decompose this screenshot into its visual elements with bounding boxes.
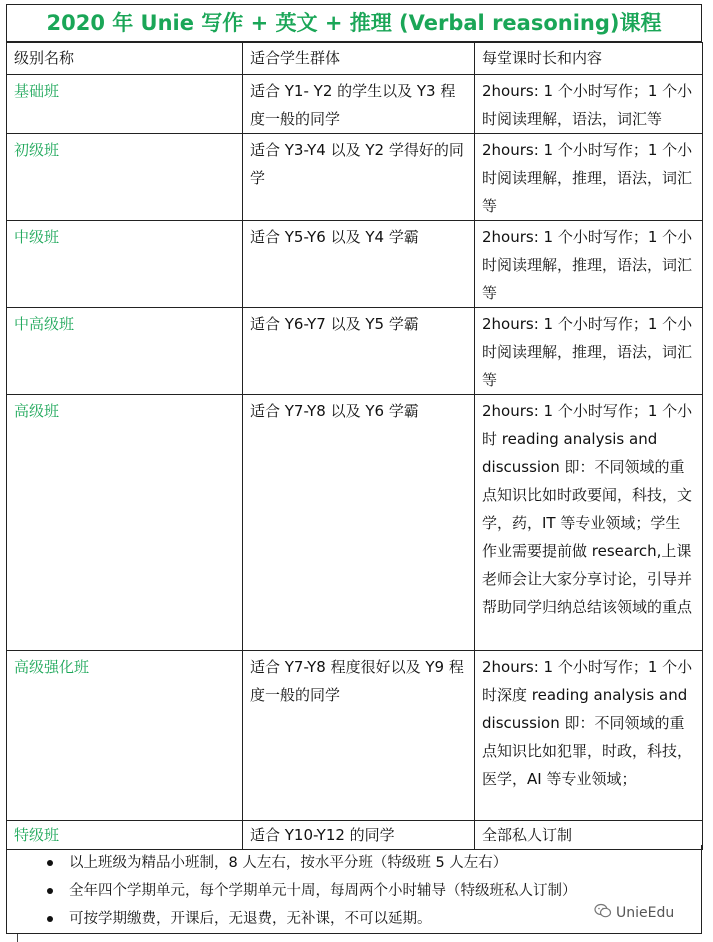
table-row: [7, 221, 703, 308]
header-audience: 适合学生群体: [243, 43, 475, 75]
audience-cell: 适合 Y5-Y6 以及 Y4 学霸: [243, 221, 475, 308]
level-name: 中级班: [7, 221, 243, 308]
note-item: 可按学期缴费，开课后，无退费，无补课，不可以延期。: [69, 905, 701, 933]
content-cell: 2hours: 1 个小时写作；1 个小时阅读理解，推理，语法，词汇等: [475, 134, 703, 221]
content-cell: 2hours: 1 个小时写作；1 个小时阅读理解，语法，词汇等: [475, 75, 703, 134]
watermark: [594, 903, 674, 923]
level-name: 基础班: [7, 75, 243, 134]
content-cell: 2hours: 1 个小时写作；1 个小时深度 reading analysis and discussion 即：不同领域的重点知识比如犯罪，时政，科技，医学，AI 等专业领域；: [475, 651, 703, 821]
level-name: 特级班: [7, 821, 243, 850]
level-name: 初级班: [7, 134, 243, 221]
table-header-row: [7, 43, 703, 75]
table-row: [7, 395, 703, 651]
content-cell: 全部私人订制: [475, 821, 703, 850]
watermark-text: UnieEdu: [616, 905, 675, 921]
audience-cell: 适合 Y7-Y8 程度很好以及 Y9 程度一般的同学: [243, 651, 475, 821]
level-name: 高级强化班: [7, 651, 243, 821]
level-name: 高级班: [7, 395, 243, 651]
wechat-icon: [594, 903, 612, 923]
table-row: [7, 134, 703, 221]
course-table: [6, 42, 703, 850]
header-content: 每堂课时长和内容: [475, 43, 703, 75]
page-edge-mark: [17, 934, 18, 942]
content-cell: 2hours: 1 个小时写作；1 个小时 reading analysis and discussion 即：不同领域的重点知识比如时政要闻，科技，文学，药，IT 等专业领域；学生作业需要提前做 research,上课老师会让大家分享讨论，引导并帮助同学归纳总结该领域的重点: [475, 395, 703, 651]
note-item: 以上班级为精品小班制，8 人左右，按水平分班（特级班 5 人左右）: [69, 849, 701, 877]
level-name: 中高级班: [7, 308, 243, 395]
content-cell: 2hours: 1 个小时写作；1 个小时阅读理解，推理，语法，词汇等: [475, 221, 703, 308]
audience-cell: 适合 Y10-Y12 的同学: [243, 821, 475, 850]
table-row: [7, 308, 703, 395]
table-row: [7, 651, 703, 821]
audience-cell: 适合 Y1- Y2 的学生以及 Y3 程度一般的同学: [243, 75, 475, 134]
header-level: 级别名称: [7, 43, 243, 75]
content-cell: 2hours: 1 个小时写作；1 个小时阅读理解，推理，语法，词汇等: [475, 308, 703, 395]
audience-cell: 适合 Y3-Y4 以及 Y2 学得好的同学: [243, 134, 475, 221]
table-row: [7, 75, 703, 134]
note-item: 全年四个学期单元，每个学期单元十周，每周两个小时辅导（特级班私人订制）: [69, 877, 701, 905]
audience-cell: 适合 Y7-Y8 以及 Y6 学霸: [243, 395, 475, 651]
audience-cell: 适合 Y6-Y7 以及 Y5 学霸: [243, 308, 475, 395]
page-title: 2020 年 Unie 写作 + 英文 + 推理 (Verbal reasoning)课程: [6, 4, 702, 42]
